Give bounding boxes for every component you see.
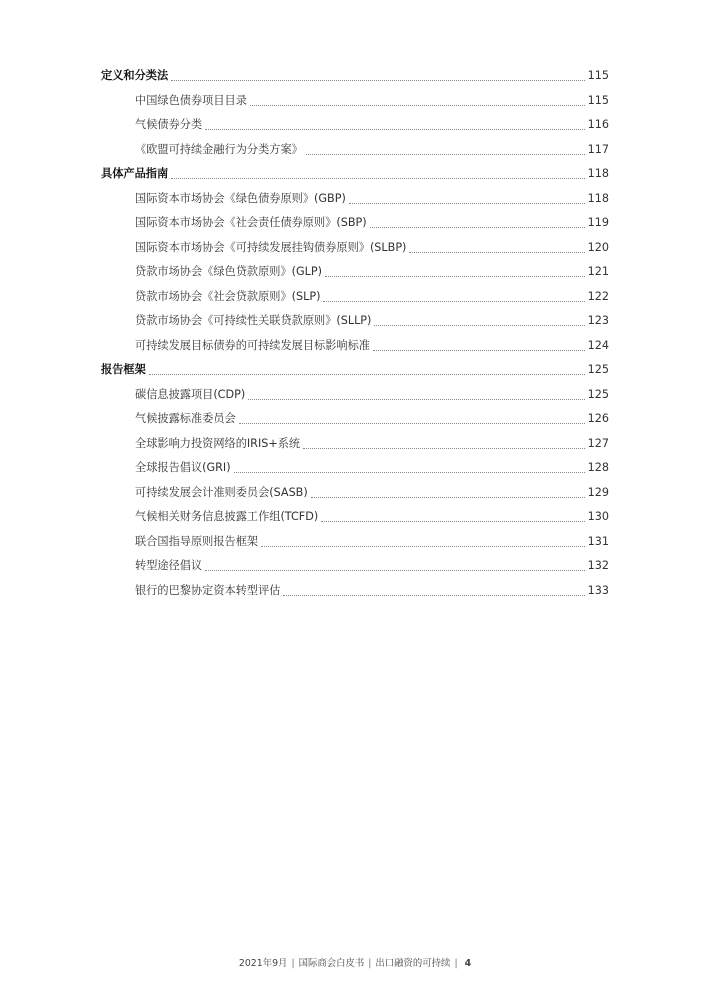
toc-entry[interactable] [101,113,609,138]
toc-page-number: 115 [587,93,609,107]
dot-leader [205,128,585,130]
footer-separator: | [291,958,295,969]
toc-page-number: 121 [587,265,609,278]
toc-entry[interactable] [101,187,609,212]
toc-page-number: 116 [587,118,609,131]
footer-separator: | [368,958,372,969]
toc-entry[interactable] [101,554,609,579]
dot-leader [306,153,585,155]
toc-page-number: 118 [587,167,609,180]
dot-leader [248,398,584,400]
toc-entry[interactable] [101,236,609,261]
toc-entry-title: 气候披露标准委员会 [135,412,236,425]
toc-page-number: 126 [587,412,609,425]
dot-leader [171,177,585,179]
dot-leader [205,569,585,571]
toc-page-number: 115 [587,69,609,82]
toc-page-number: 122 [587,289,609,303]
footer-page-number: 4 [464,958,472,969]
toc-entry[interactable] [101,579,609,604]
dot-leader [234,471,585,473]
toc-entry[interactable] [101,89,609,114]
toc-entry[interactable] [101,211,609,236]
toc-entry[interactable] [101,505,609,530]
toc-entry-title: 全球报告倡议(GRI) [135,461,231,474]
dot-leader [409,251,584,253]
toc-entry[interactable] [101,260,609,285]
dot-leader [325,275,585,277]
dot-leader [311,496,585,498]
footer-subtitle: 出口融资的可持续 [375,958,451,969]
toc-entry[interactable] [101,407,609,432]
toc-entry[interactable] [101,456,609,481]
toc-entry-title: 贷款市场协会《可持续性关联贷款原则》(SLLP) [135,314,372,327]
toc-page-number: 123 [587,314,609,327]
toc-page-number: 117 [587,142,609,156]
toc-page-number: 131 [587,534,609,548]
toc-entry-title: 贷款市场协会《绿色贷款原则》(GLP) [135,265,323,278]
toc-page-number: 120 [587,240,609,254]
toc-entry-title: 转型途径倡议 [135,559,203,572]
toc-entry[interactable] [101,530,609,555]
toc-entry[interactable] [101,383,609,408]
toc-entry-title: 气候相关财务信息披露工作组(TCFD) [135,510,319,523]
toc-entry-title: 可持续发展目标债券的可持续发展目标影响标准 [135,338,370,352]
toc-entry-title: 国际资本市场协会《可持续发展挂钩债券原则》(SLBP) [135,240,407,254]
table-of-contents [101,64,609,603]
toc-entry[interactable] [101,481,609,506]
toc-entry[interactable] [101,334,609,359]
footer-separator: | [454,958,458,969]
toc-entry-title: 气候债券分类 [135,118,203,131]
dot-leader [374,324,584,326]
toc-entry[interactable] [101,309,609,334]
toc-page-number: 133 [587,583,609,597]
toc-page-number: 130 [587,510,609,523]
toc-entry-title: 具体产品指南 [101,167,169,180]
toc-entry-title: 国际资本市场协会《绿色债券原则》(GBP) [135,191,346,205]
toc-entry-title: 全球影响力投资网络的IRIS+系统 [135,436,301,450]
toc-entry[interactable] [101,432,609,457]
toc-entry[interactable] [101,138,609,163]
dot-leader [261,545,585,547]
toc-section[interactable] [101,64,609,89]
dot-leader [321,520,584,522]
dot-leader [370,226,585,228]
dot-leader [349,202,585,204]
toc-entry-title: 可持续发展会计准则委员会(SASB) [135,485,308,499]
toc-entry-title: 碳信息披露项目(CDP) [135,387,246,401]
toc-entry-title: 定义和分类法 [101,69,169,82]
toc-entry-title: 贷款市场协会《社会贷款原则》(SLP) [135,289,321,303]
dot-leader [283,594,584,596]
toc-page-number: 125 [587,363,609,376]
toc-section[interactable] [101,162,609,187]
toc-entry-title: 银行的巴黎协定资本转型评估 [135,583,281,597]
page-footer [0,955,710,969]
toc-entry[interactable] [101,285,609,310]
dot-leader [373,349,585,351]
footer-publication: 国际商会白皮书 [298,958,365,969]
toc-page-number: 118 [587,191,609,205]
toc-entry-title: 中国绿色债券项目目录 [135,93,247,107]
dot-leader [303,447,585,449]
toc-page-number: 119 [587,216,609,229]
toc-page-number: 129 [587,485,609,499]
dot-leader [323,300,584,302]
toc-page-number: 125 [587,387,609,401]
toc-entry-title: 报告框架 [101,363,146,376]
dot-leader [239,422,585,424]
toc-page-number: 132 [587,559,609,572]
toc-entry-title: 《欧盟可持续金融行为分类方案》 [135,142,303,156]
dot-leader [149,373,585,375]
footer-date: 2021年9月 [238,958,288,969]
dot-leader [171,79,585,81]
toc-section[interactable] [101,358,609,383]
toc-entry-title: 国际资本市场协会《社会责任债券原则》(SBP) [135,216,367,229]
dot-leader [250,104,585,106]
toc-page-number: 128 [587,461,609,474]
toc-page-number: 127 [587,436,609,450]
toc-page-number: 124 [587,338,609,352]
toc-entry-title: 联合国指导原则报告框架 [135,534,259,548]
